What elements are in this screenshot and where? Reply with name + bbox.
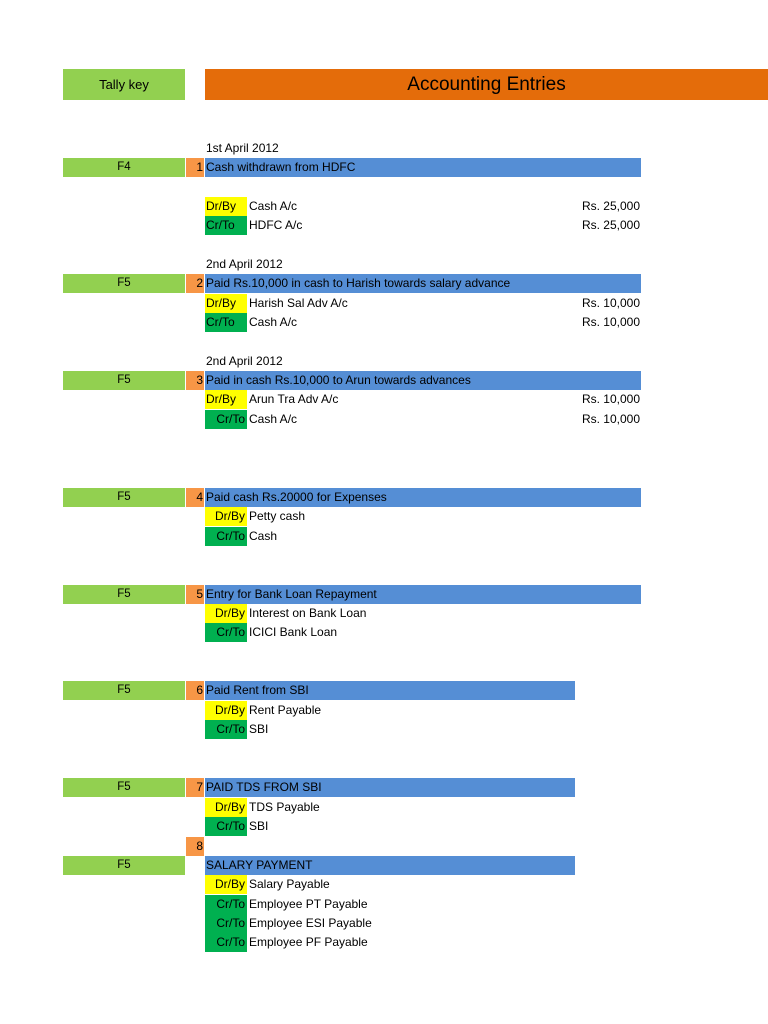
debit-label: Dr/By: [205, 701, 247, 720]
entry-description: Cash withdrawn from HDFC: [205, 158, 641, 177]
debit-account: Arun Tra Adv A/c: [249, 392, 339, 406]
debit-account: Cash A/c: [249, 199, 298, 213]
entry-date: 1st April 2012: [206, 141, 279, 155]
credit-account: Employee ESI Payable: [249, 916, 372, 930]
debit-label: Dr/By: [205, 507, 247, 526]
tally-key-header: Tally key: [63, 69, 185, 100]
debit-label: Dr/By: [205, 604, 247, 623]
credit-label: Cr/To: [205, 527, 247, 546]
credit-account: SBI: [249, 819, 269, 833]
debit-label: Dr/By: [205, 294, 247, 313]
debit-account: Rent Payable: [249, 703, 322, 717]
entry-description: PAID TDS FROM SBI: [205, 778, 575, 797]
entry-number: 4: [186, 488, 204, 507]
entry-description: SALARY PAYMENT: [205, 856, 575, 875]
entry-date: 2nd April 2012: [206, 354, 283, 368]
debit-label: Dr/By: [205, 875, 247, 894]
entry-number: 8: [186, 837, 204, 856]
entry-description: Paid cash Rs.20000 for Expenses: [205, 488, 641, 507]
credit-account: Cash A/c: [249, 315, 298, 329]
page-title: Accounting Entries: [205, 69, 768, 100]
debit-label: Dr/By: [205, 197, 247, 216]
debit-account: Harish Sal Adv A/c: [249, 296, 348, 310]
credit-label: Cr/To: [205, 895, 247, 914]
tally-key-cell: F5: [63, 371, 185, 390]
debit-label: Dr/By: [205, 798, 247, 817]
credit-amount: Rs. 10,000: [581, 315, 640, 329]
entry-number: 3: [186, 371, 204, 390]
entry-description: Paid Rs.10,000 in cash to Harish towards salary advance: [205, 274, 641, 293]
tally-key-cell: F5: [63, 585, 185, 604]
credit-account: SBI: [249, 722, 269, 736]
credit-account: Cash A/c: [249, 412, 298, 426]
credit-label: Cr/To: [205, 313, 247, 332]
debit-account: Salary Payable: [249, 877, 330, 891]
credit-label: Cr/To: [205, 933, 247, 952]
debit-account: Petty cash: [249, 509, 306, 523]
credit-label: Cr/To: [205, 817, 247, 836]
entry-number: 5: [186, 585, 204, 604]
entry-number: 2: [186, 274, 204, 293]
credit-label: Cr/To: [205, 914, 247, 933]
credit-account: Cash: [249, 529, 278, 543]
tally-key-cell: F5: [63, 488, 185, 507]
credit-label: Cr/To: [205, 720, 247, 739]
tally-key-cell: F5: [63, 778, 185, 797]
debit-amount: Rs. 10,000: [581, 392, 640, 406]
debit-account: TDS Payable: [249, 800, 320, 814]
tally-key-cell: F5: [63, 274, 185, 293]
tally-key-cell: F5: [63, 681, 185, 700]
credit-label: Cr/To: [205, 216, 247, 235]
entry-number: 1: [186, 158, 204, 177]
entry-description: Paid in cash Rs.10,000 to Arun towards advances: [205, 371, 641, 390]
credit-account: HDFC A/c: [249, 218, 303, 232]
credit-label: Cr/To: [205, 410, 247, 429]
entry-date: 2nd April 2012: [206, 257, 283, 271]
credit-account: Employee PT Payable: [249, 897, 368, 911]
entry-number: 6: [186, 681, 204, 700]
tally-key-cell: F5: [63, 856, 185, 875]
tally-key-cell: F4: [63, 158, 185, 177]
debit-account: Interest on Bank Loan: [249, 606, 367, 620]
debit-amount: Rs. 25,000: [581, 199, 640, 213]
entry-description: Entry for Bank Loan Repayment: [205, 585, 641, 604]
debit-amount: Rs. 10,000: [581, 296, 640, 310]
entry-description: Paid Rent from SBI: [205, 681, 575, 700]
credit-amount: Rs. 25,000: [581, 218, 640, 232]
credit-label: Cr/To: [205, 623, 247, 642]
debit-label: Dr/By: [205, 390, 247, 409]
entry-number: 7: [186, 778, 204, 797]
credit-account: Employee PF Payable: [249, 935, 368, 949]
credit-account: ICICI Bank Loan: [249, 625, 338, 639]
credit-amount: Rs. 10,000: [581, 412, 640, 426]
